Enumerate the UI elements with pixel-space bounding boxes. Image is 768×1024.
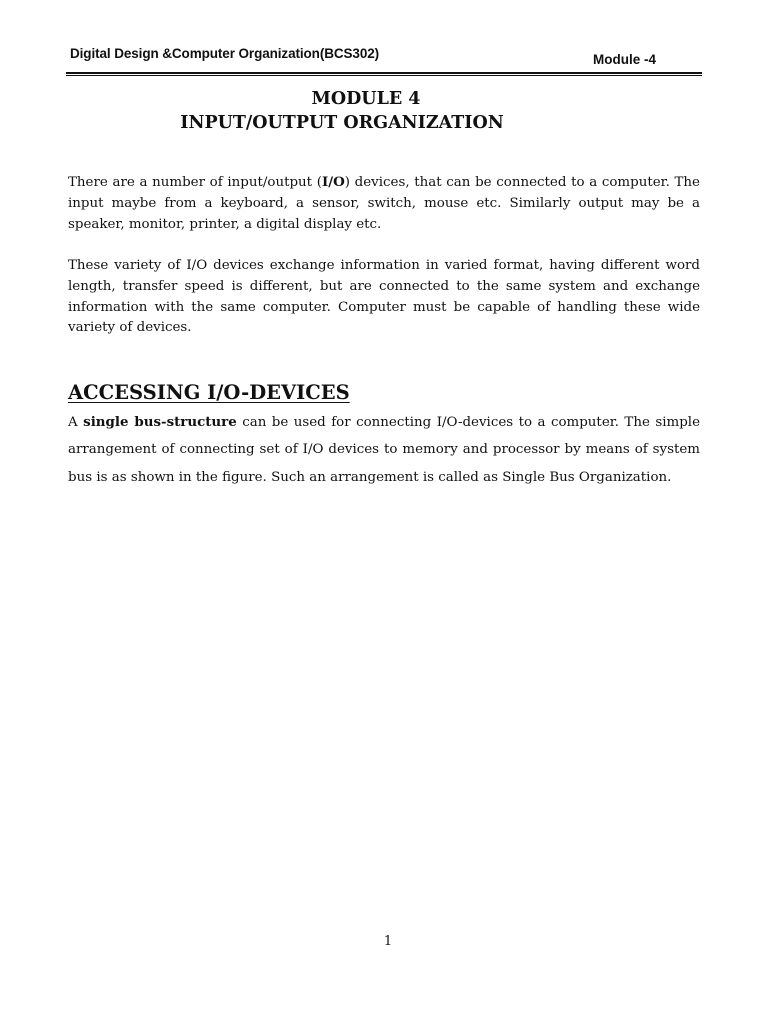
page-number: 1	[383, 934, 393, 949]
intro-bold-io: I/O	[321, 174, 345, 190]
section-paragraph	[68, 409, 700, 491]
module-title: MODULE 4	[311, 89, 421, 109]
section-bold-term: single bus-structure	[83, 414, 237, 430]
intro-text-end: ) devices, that can be connected to a computer. The input maybe from a keyboard, a sensor, switch, mouse etc. Similarly output may be a speaker, monitor, printer, a digital display etc.	[68, 175, 700, 232]
variety-paragraph: These variety of I/O devices exchange information in varied format, having different word length, transfer speed is different, but are connected to the same system and exchange information with the same computer. Computer must be capable of handling these wide variety of devices.	[68, 258, 700, 336]
module-subtitle: INPUT/OUTPUT ORGANIZATION	[180, 113, 504, 133]
intro-text-start: There are a number of input/output (	[68, 175, 322, 190]
section-text-start: A	[68, 415, 84, 430]
section-heading: ACCESSING I/O-DEVICES	[68, 381, 350, 404]
header-rule	[66, 72, 702, 76]
running-header-title: Digital Design &Computer Organization(BCS302)	[70, 46, 380, 61]
running-header-module: Module -4	[593, 52, 656, 67]
intro-paragraph	[68, 172, 700, 235]
section-text-end: can be used for connecting I/O-devices to a computer. The simple arrangement of connecting set of I/O devices to memory and processor by means of system bus is as shown in the figure. Such an arrangement is called as Single Bus Organization.	[68, 415, 700, 485]
